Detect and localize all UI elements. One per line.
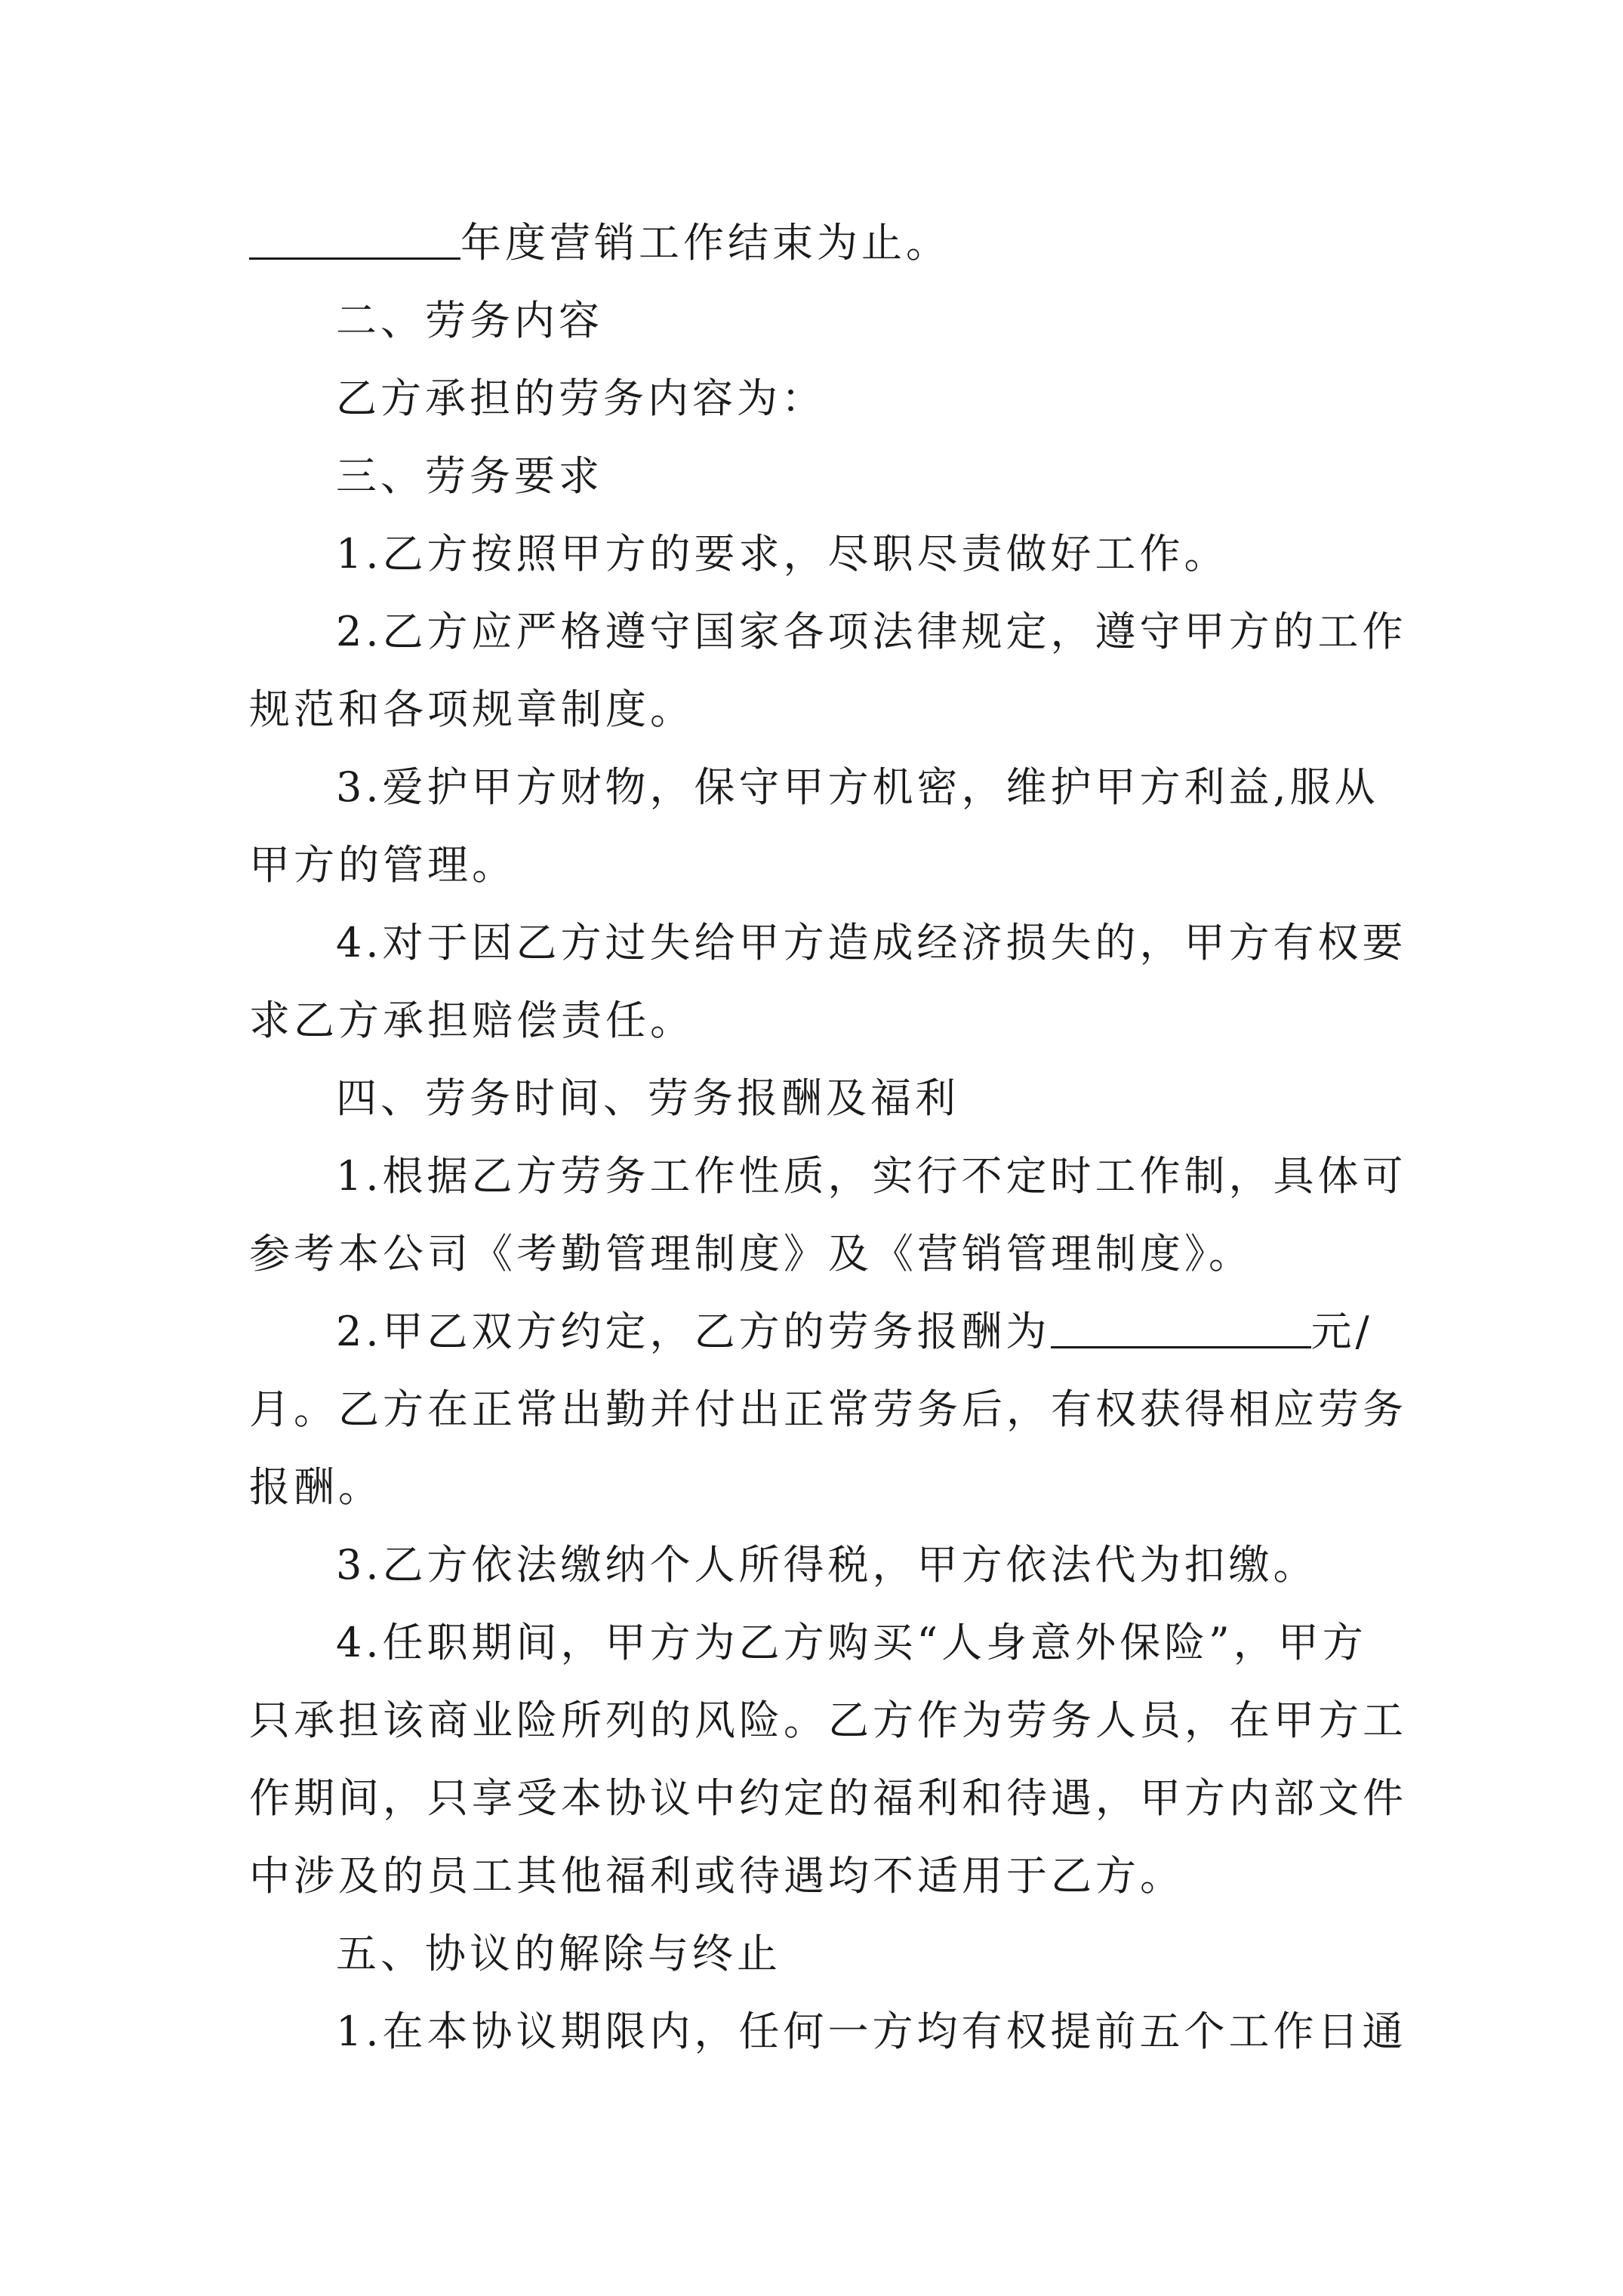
paragraph-line: 4.对于因乙方过失给甲方造成经济损失的，甲方有权要 xyxy=(336,919,1407,966)
paragraph-line: 3.乙方依法缴纳个人所得税，甲方依法代为扣缴。 xyxy=(336,1541,1318,1589)
section-heading-2: 二、劳务内容 xyxy=(336,297,603,344)
paragraph-line: 只承担该商业险所列的风险。乙方作为劳务人员，在甲方工 xyxy=(249,1697,1407,1744)
paragraph-line: 4.任职期间，甲方为乙方购买“人身意外保险”，甲方 xyxy=(336,1619,1367,1666)
paragraph-line: 甲方的管理。 xyxy=(249,841,516,889)
section-heading-3: 三、劳务要求 xyxy=(336,452,603,500)
fill-in-blank-remuneration xyxy=(1051,1302,1311,1348)
paragraph-line: 2.甲乙双方约定，乙方的劳务报酬为 元/ xyxy=(336,1294,1389,1370)
paragraph-line: 1.乙方按照甲方的要求，尽职尽责做好工作。 xyxy=(336,530,1229,578)
paragraph-line: 作期间，只享受本协议中约定的福利和待遇，甲方内部文件 xyxy=(249,1774,1407,1822)
section-heading-4: 四、劳务时间、劳务报酬及福利 xyxy=(336,1074,959,1122)
paragraph-line: 3.爱护甲方财物，保守甲方机密，维护甲方利益,服从 xyxy=(336,763,1379,811)
paragraph-line: 中涉及的员工其他福利或待遇均不适用于乙方。 xyxy=(249,1852,1184,1900)
paragraph-line: 参考本公司《考勤管理制度》及《营销管理制度》。 xyxy=(249,1230,1253,1277)
paragraph-line: 2.乙方应严格遵守国家各项法律规定，遵守甲方的工作 xyxy=(336,608,1407,655)
paragraph-line: 求乙方承担赔偿责任。 xyxy=(249,997,694,1044)
paragraph-line: 月。乙方在正常出勤并付出正常劳务后，有权获得相应劳务 xyxy=(249,1385,1407,1433)
fill-in-blank-year xyxy=(249,214,460,260)
paragraph-line: 年度营销工作结束为止。 xyxy=(249,205,1389,281)
paragraph-line: 1.在本协议期限内，任何一方均有权提前五个工作日通 xyxy=(336,2008,1407,2055)
paragraph-line: 报酬。 xyxy=(249,1463,383,1511)
paragraph-line: 1.根据乙方劳务工作性质，实行不定时工作制，具体可 xyxy=(336,1152,1407,1200)
section-heading-5: 五、协议的解除与终止 xyxy=(336,1930,781,1977)
paragraph-line: 规范和各项规章制度。 xyxy=(249,686,694,733)
paragraph-line: 乙方承担的劳务内容为： xyxy=(336,374,826,422)
